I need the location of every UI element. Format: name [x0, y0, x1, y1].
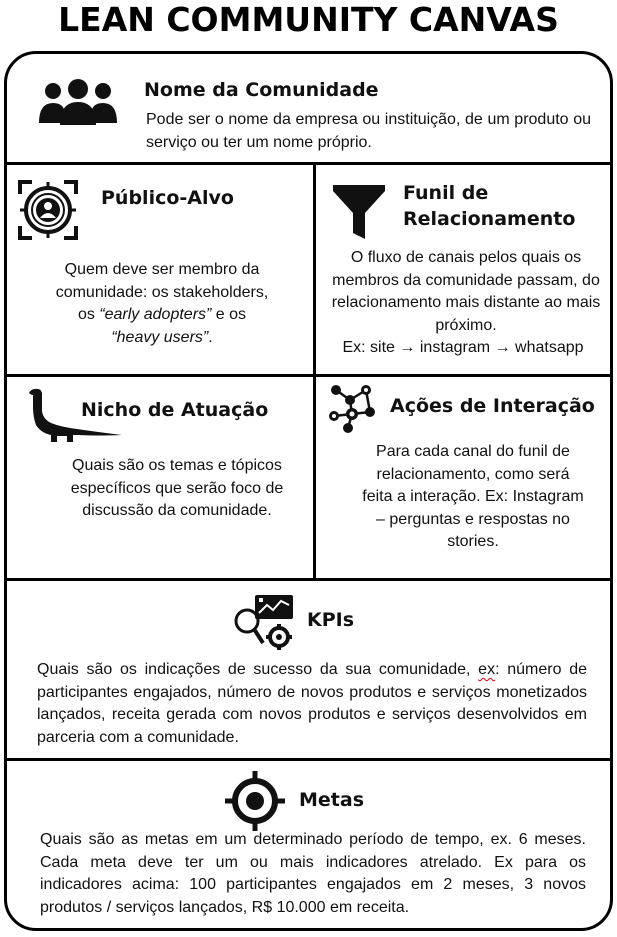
section-heading: Ações de Interação [390, 395, 595, 417]
funnel-example [316, 337, 610, 360]
section-heading: Nicho de Atuação [81, 399, 269, 421]
heading-line: Relacionamento [403, 208, 576, 230]
section-heading: KPIs [307, 609, 355, 631]
section-kpis [7, 581, 610, 758]
section-body: Quais são os temas e tópicos específicos que serão foco de discussão da comunidade. [70, 457, 284, 519]
section-nicho-atuacao [7, 377, 313, 578]
section-funil-relacionamento [316, 165, 610, 374]
section-heading [403, 180, 603, 232]
arrow-right-icon: → [494, 339, 511, 356]
body-text: Quais são os indicações de sucesso da sua comunidade, [37, 661, 479, 678]
heading-line: Funil de [403, 182, 489, 204]
section-nome-comunidade [7, 54, 610, 162]
section-body: Quais são as metas em um determinado período de tempo, ex. 6 meses. Cada meta deve ter um ou mais indicadores atrelado. Ex para os indicadores acima: 100 participantes engajados em 2 meses, 3 novos produtos / serviços lançados, R$ 10.000 em receita. [40, 831, 586, 916]
example-text: whatsapp [515, 339, 584, 356]
section-heading: Metas [299, 789, 365, 811]
people-group-icon [38, 79, 118, 125]
arrow-right-icon: → [399, 339, 416, 356]
body-emphasis: “heavy users” [111, 328, 209, 346]
body-line [17, 327, 307, 350]
section-body: Pode ser o nome da empresa ou instituição, de um produto ou serviço ou ter um nome próprio. [146, 111, 591, 151]
page-title: LEAN COMMUNITY CANVAS [58, 0, 559, 39]
example-text: instagram [419, 339, 491, 356]
example-text: Ex: site [342, 339, 395, 356]
section-heading: Nome da Comunidade [144, 79, 379, 101]
body-text: : número de participantes engajados, número de novos produtos e serviços monetizados lançados, receita gerada com novos produtos e serviços desenvolvidos em parceria com a comunidade. [37, 661, 587, 746]
canvas-board [4, 51, 613, 931]
body-emphasis: “early adopters” [99, 306, 212, 323]
body-text: e os [211, 306, 247, 323]
body-line: Quem deve ser membro da [64, 261, 260, 278]
analytics-icon [233, 593, 297, 653]
section-acoes-interacao [316, 377, 610, 578]
section-body [17, 259, 307, 349]
network-icon [326, 382, 378, 434]
section-metas [7, 761, 610, 931]
section-heading: Público-Alvo [101, 187, 234, 209]
section-body: O fluxo de canais pelos quais os membros da comunidade passam, do relacionamento mais distante ao mais próximo. [331, 249, 601, 334]
body-text: ex [478, 661, 496, 678]
target-person-icon [18, 180, 78, 240]
body-text: . [208, 328, 213, 346]
body-line [17, 304, 307, 327]
section-body: Para cada canal do funil de relacionamento, como será feita a interação. Ex: Instagram – perguntas e respostas no stories. [362, 443, 584, 550]
body-line: comunidade: os stakeholders, [55, 283, 269, 301]
crosshair-icon [225, 771, 285, 831]
body-text: os [77, 306, 100, 323]
funnel-icon [331, 183, 387, 243]
section-publico-alvo [7, 165, 313, 374]
section-body [37, 659, 587, 749]
